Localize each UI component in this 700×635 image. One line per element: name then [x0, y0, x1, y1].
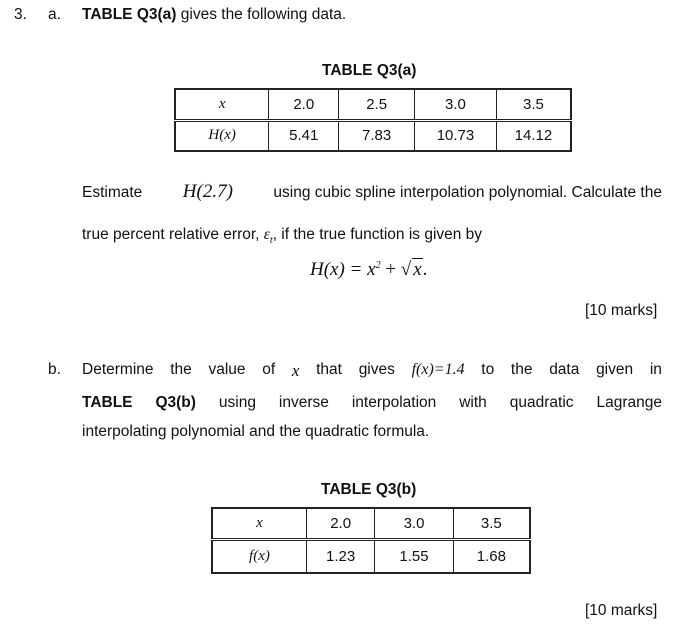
- true-function-equation: [310, 259, 427, 281]
- part-a-intro: [82, 6, 346, 24]
- table-b-cell: 3.5: [453, 508, 530, 539]
- part-b-marks: [10 marks]: [585, 602, 658, 619]
- part-b-word: data: [549, 361, 580, 378]
- epsilon-symbol: $\varepsilon_t$: [263, 226, 273, 246]
- part-b-word: quadratic: [509, 394, 574, 411]
- part-b-word: the: [510, 361, 533, 378]
- sqrt-icon: √ x: [400, 259, 422, 280]
- table-a-row-h: [175, 120, 571, 151]
- part-a-intro-bold: TABLE Q3(a): [82, 6, 177, 23]
- part-b-word: inverse: [278, 394, 329, 411]
- table-b-cell: 1.23: [306, 539, 374, 573]
- part-b-word: x: [291, 361, 300, 380]
- part-b-word: with: [459, 394, 487, 411]
- table-a-header-x: x: [175, 89, 269, 120]
- part-b-word: Q3(b): [155, 394, 196, 411]
- part-a-intro-rest: gives the following data.: [180, 6, 347, 23]
- table-a-header-h: H(x): [175, 120, 269, 151]
- table-a-title: TABLE Q3(a): [322, 62, 417, 79]
- part-a-label: a.: [48, 6, 61, 23]
- part-a-text-line1: [82, 181, 662, 203]
- part-a-text1-expr: H(2.7): [182, 181, 233, 202]
- equation-end: .: [422, 259, 428, 280]
- part-a-text-line2: [82, 226, 482, 246]
- part-b-word: given: [596, 361, 634, 378]
- part-b-word: of: [262, 361, 276, 378]
- part-b-word: TABLE: [82, 394, 133, 411]
- part-b-line3: interpolating polynomial and the quadratic formula.: [82, 423, 430, 440]
- table-a-cell: 2.5: [339, 89, 415, 120]
- table-b-cell: 3.0: [375, 508, 453, 539]
- table-a-cell: 10.73: [415, 120, 497, 151]
- part-b-word: Lagrange: [596, 394, 662, 411]
- table-b-title: TABLE Q3(b): [321, 481, 417, 498]
- table-b-header-x: x: [212, 508, 306, 539]
- table-a-cell: 3.0: [415, 89, 497, 120]
- part-b-line1: [82, 361, 662, 381]
- table-b-header-f: f(x): [212, 539, 306, 573]
- part-b-condition: f(x)=1.4: [411, 361, 465, 378]
- equation-exponent: 2: [375, 260, 381, 271]
- table-b-cell: 2.0: [306, 508, 374, 539]
- equation-plus: +: [385, 259, 397, 280]
- part-b-word: interpolation: [351, 394, 437, 411]
- table-a: [174, 88, 572, 152]
- table-a-cell: 2.0: [269, 89, 339, 120]
- part-b-word: in: [649, 361, 662, 378]
- table-a-cell: 7.83: [339, 120, 415, 151]
- equation-lhs: H(x) = x: [310, 259, 376, 280]
- question-number: 3.: [14, 6, 27, 23]
- part-b-label: b.: [48, 361, 61, 378]
- part-b-line2: [82, 394, 662, 412]
- part-b-word: Determine: [82, 361, 154, 378]
- part-b-word: value: [208, 361, 246, 378]
- part-a-marks: [10 marks]: [585, 302, 658, 319]
- table-b-cell: 1.68: [453, 539, 530, 573]
- part-a-text2-end: , if the true function is given by: [272, 226, 483, 243]
- table-b-cell: 1.55: [375, 539, 453, 573]
- table-b-row-f: [212, 539, 530, 573]
- part-b-word: gives: [358, 361, 395, 378]
- table-a-row-x: [175, 89, 571, 120]
- part-a-text1-start: Estimate: [82, 184, 143, 201]
- table-a-cell: 3.5: [496, 89, 571, 120]
- part-b-word: the: [170, 361, 192, 378]
- table-b: [211, 507, 531, 574]
- part-a-text1-end: using cubic spline interpolation polynomial. Calculate the: [273, 184, 662, 201]
- table-b-row-x: [212, 508, 530, 539]
- part-b-word: that: [316, 361, 342, 378]
- part-a-text2-start: true percent relative error,: [82, 226, 260, 243]
- table-a-cell: 14.12: [496, 120, 571, 151]
- part-b-word: to: [481, 361, 495, 378]
- part-b-word: using: [218, 394, 256, 411]
- table-a-cell: 5.41: [269, 120, 339, 151]
